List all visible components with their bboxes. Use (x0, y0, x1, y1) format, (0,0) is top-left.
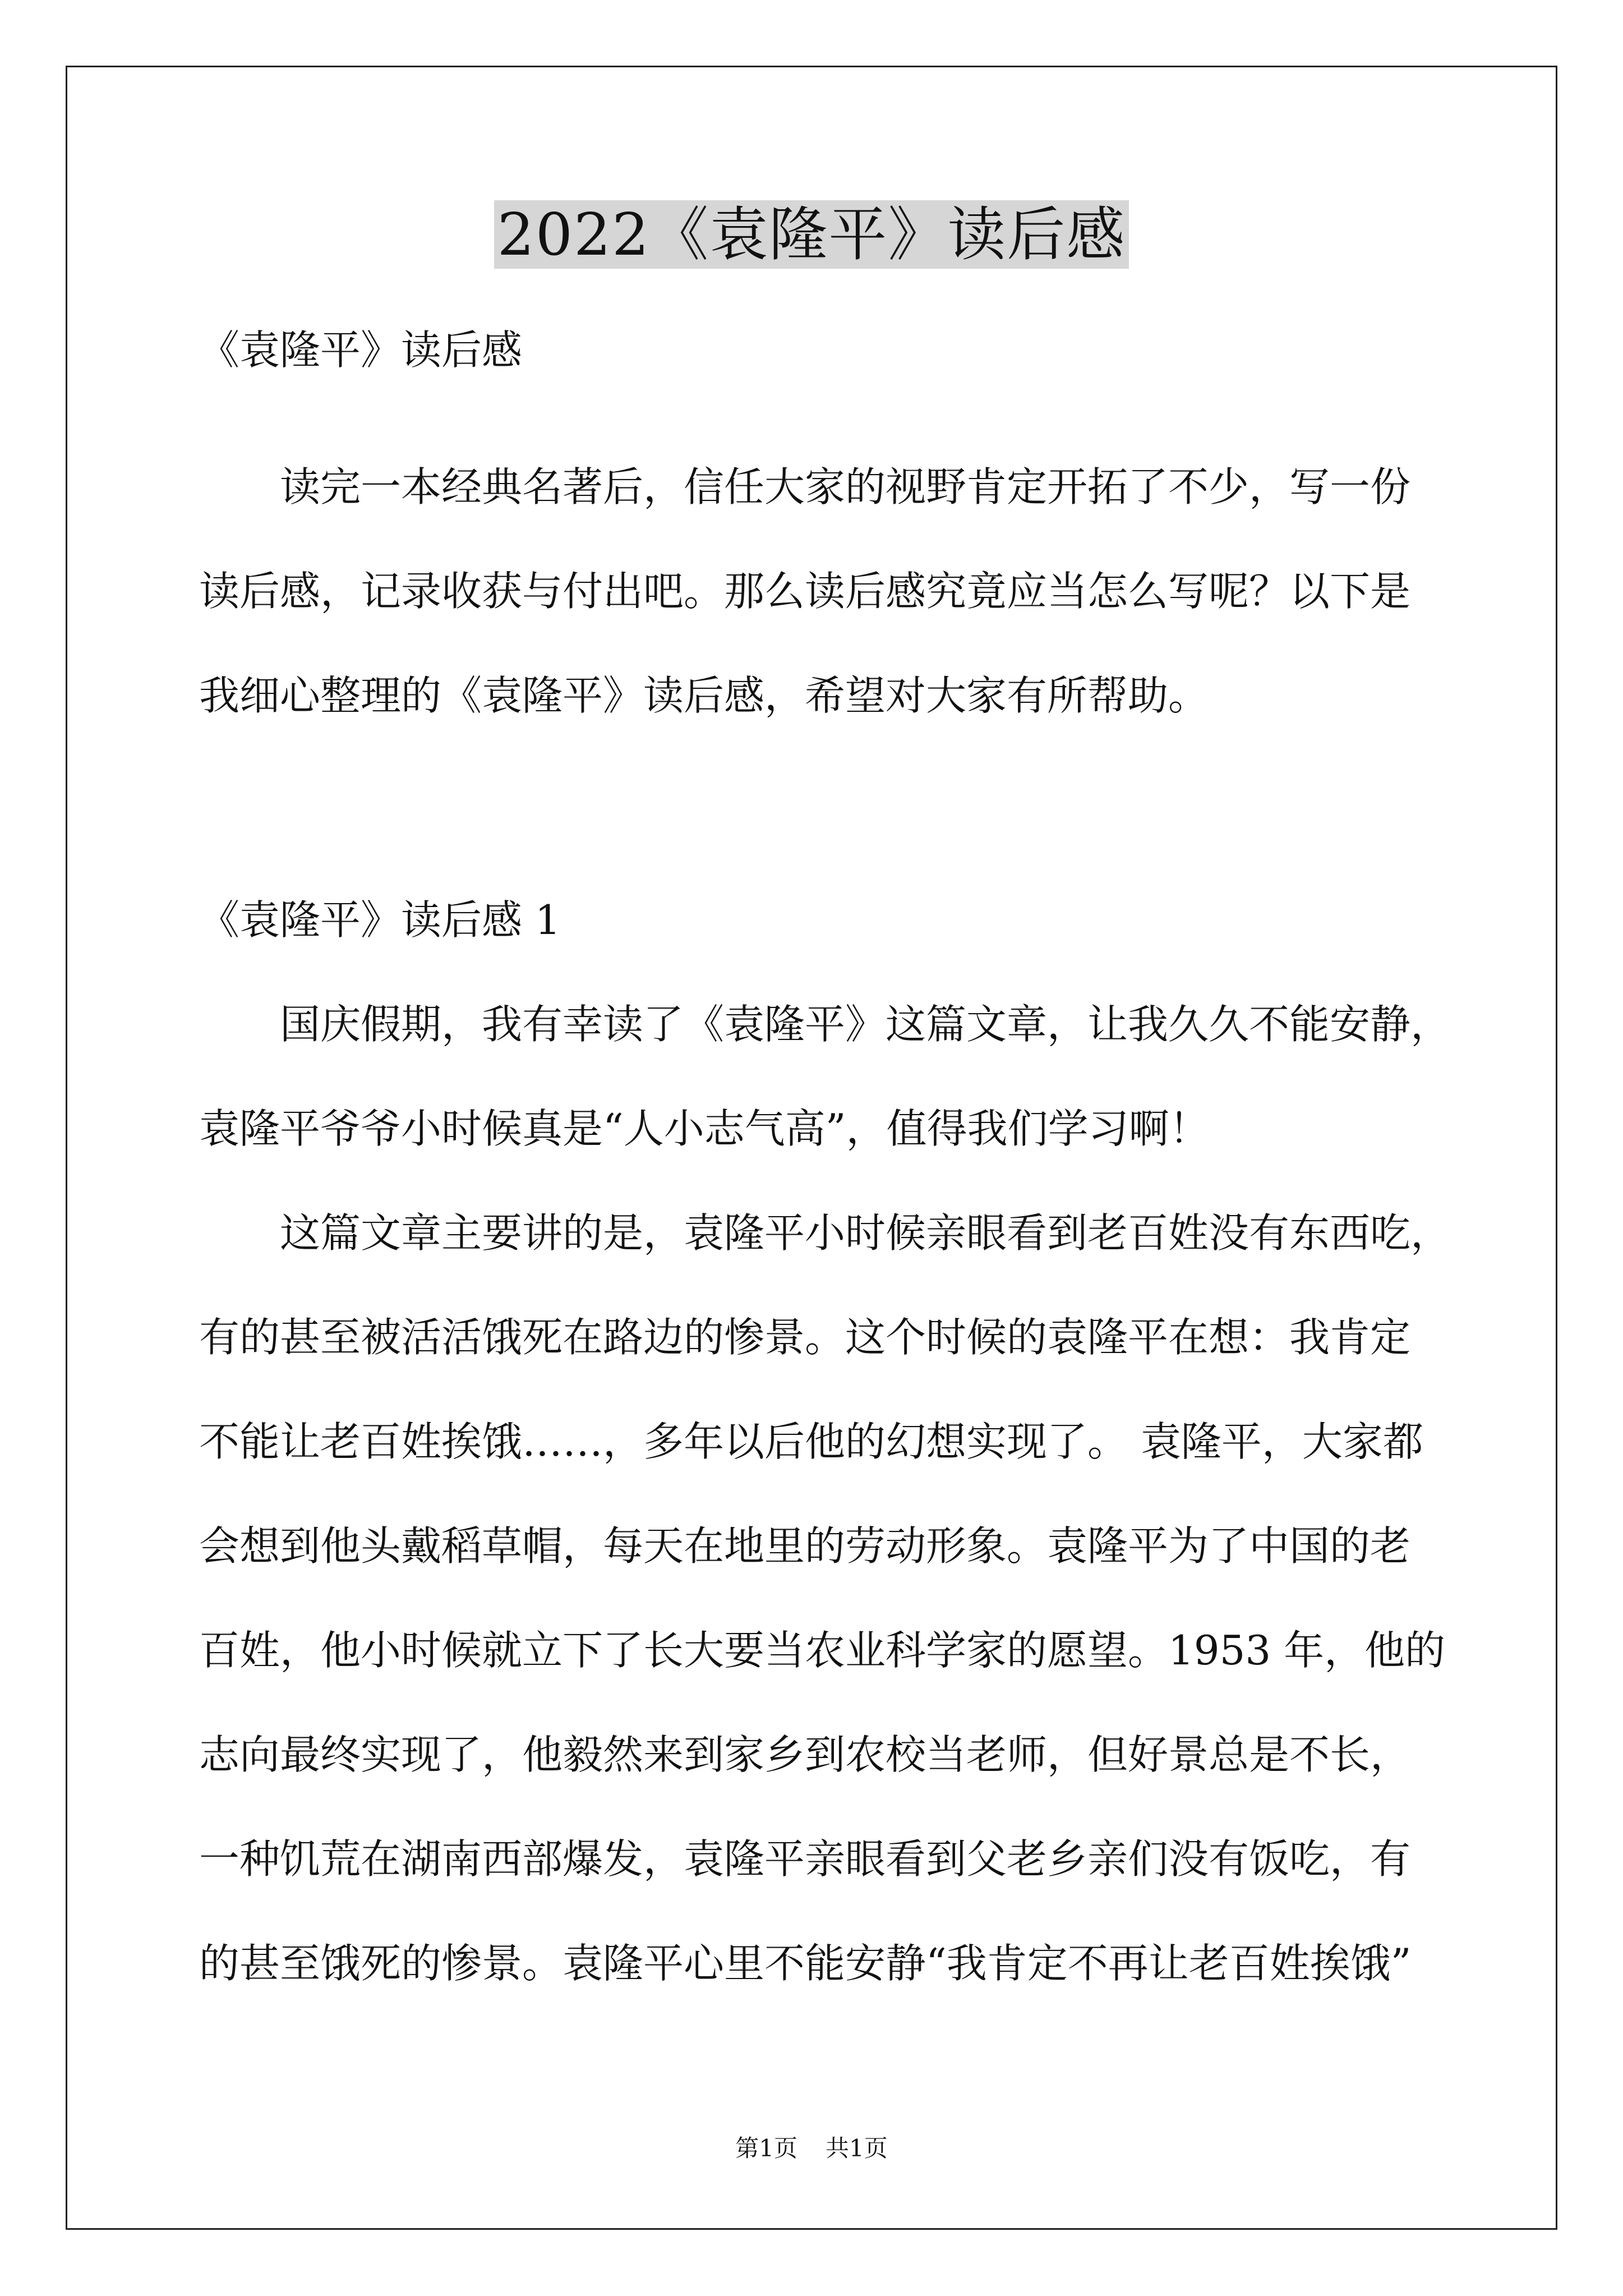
body-line: 一种饥荒在湖南西部爆发，袁隆平亲眼看到父老乡亲们没有饭吃，有 (199, 1835, 1411, 1883)
page-number-current: 第1页 (735, 2134, 797, 2162)
body-line: 的甚至饿死的惨景。袁隆平心里不能安静“我肯定不再让老百姓挨饿” (199, 1940, 1412, 1987)
body-line: 我细心整理的《袁隆平》读后感，希望对大家有所帮助。 (199, 672, 1209, 719)
body-line: 读完一本经典名著后，信任大家的视野肯定开拓了不少，写一份 (199, 463, 1411, 510)
intro-heading: 《袁隆平》读后感 (199, 326, 523, 374)
body-line: 志向最终实现了，他毅然来到家乡到农校当老师，但好景总是不长， (199, 1731, 1411, 1778)
body-line: 读后感，记录收获与付出吧。那么读后感究竟应当怎么写呢？以下是 (199, 568, 1411, 615)
page-number-total: 共1页 (826, 2134, 888, 2162)
body-line: 百姓，他小时候就立下了长大要当农业科学家的愿望。1953 年，他的 (199, 1627, 1446, 1674)
body-line: 有的甚至被活活饿死在路边的惨景。这个时候的袁隆平在想：我肯定 (199, 1314, 1411, 1361)
body-line: 国庆假期，我有幸读了《袁隆平》这篇文章，让我久久不能安静， (199, 1001, 1451, 1048)
body-line: 不能让老百姓挨饿……，多年以后他的幻想实现了。 袁隆平，大家都 (199, 1418, 1423, 1465)
page-footer (0, 2132, 1623, 2165)
document-title (0, 195, 1623, 274)
document-title-text: 2022《袁隆平》读后感 (494, 200, 1129, 269)
body-line: 袁隆平爷爷小时候真是“人小志气高”，值得我们学习啊！ (199, 1105, 1210, 1152)
section-heading: 《袁隆平》读后感 1 (199, 896, 561, 944)
body-line: 会想到他头戴稻草帽，每天在地里的劳动形象。袁隆平为了中国的老 (199, 1522, 1411, 1570)
body-line: 这篇文章主要讲的是，袁隆平小时候亲眼看到老百姓没有东西吃， (199, 1209, 1451, 1257)
